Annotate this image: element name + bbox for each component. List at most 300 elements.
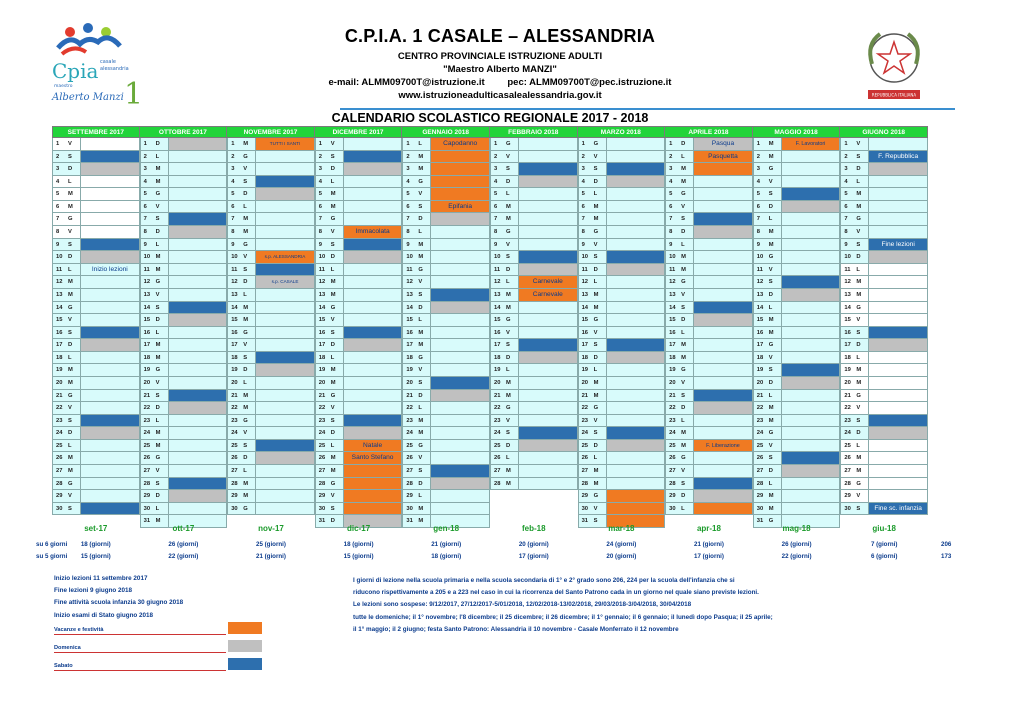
day-number: 8 xyxy=(578,226,592,239)
weekday-letter: M xyxy=(504,377,518,390)
weekday-letter: L xyxy=(66,176,80,189)
day-number: 11 xyxy=(227,264,241,277)
day-cell xyxy=(693,364,753,377)
weekday-letter: D xyxy=(767,201,781,214)
month-header: NOVEMBRE 2017 xyxy=(227,126,315,138)
day-cell: Carnevale xyxy=(518,276,578,289)
weekday-letter: S xyxy=(416,377,430,390)
day-row xyxy=(578,490,666,503)
day-number: 20 xyxy=(227,377,241,390)
day-cell: TUTTI I SANTI xyxy=(255,138,315,151)
day-cell xyxy=(693,377,753,390)
day-row xyxy=(315,188,403,201)
day-cell xyxy=(168,352,228,365)
day-row xyxy=(665,314,753,327)
day-number: 18 xyxy=(227,352,241,365)
day-cell xyxy=(343,339,403,352)
day-row xyxy=(402,503,490,516)
six-day-count: 7 (giorni) xyxy=(870,541,898,548)
day-row xyxy=(578,314,666,327)
day-number: 11 xyxy=(840,264,854,277)
day-row xyxy=(315,289,403,302)
day-number: 18 xyxy=(840,352,854,365)
day-number: 23 xyxy=(227,415,241,428)
day-number: 11 xyxy=(140,264,154,277)
day-row xyxy=(753,264,841,277)
weekday-letter: M xyxy=(854,377,868,390)
day-cell xyxy=(781,302,841,315)
six-day-total: 206 xyxy=(941,541,952,548)
day-number: 8 xyxy=(490,226,504,239)
weekday-letter: S xyxy=(416,201,430,214)
day-cell xyxy=(606,302,666,315)
day-number: 17 xyxy=(490,339,504,352)
day-cell xyxy=(868,276,928,289)
day-cell xyxy=(255,289,315,302)
day-cell xyxy=(168,490,228,503)
day-row xyxy=(753,176,841,189)
day-number: 30 xyxy=(840,503,854,516)
day-row xyxy=(402,339,490,352)
day-row xyxy=(315,314,403,327)
weekday-letter: M xyxy=(504,465,518,478)
day-number: 10 xyxy=(140,251,154,264)
day-cell xyxy=(868,176,928,189)
weekday-letter: M xyxy=(241,226,255,239)
day-cell xyxy=(430,440,490,453)
day-row xyxy=(315,226,403,239)
day-number: 18 xyxy=(578,352,592,365)
day-row xyxy=(753,239,841,252)
website-link[interactable]: www.istruzioneadulticasalealessandria.gov.it xyxy=(398,90,602,101)
day-number: 19 xyxy=(840,364,854,377)
day-number: 13 xyxy=(402,289,416,302)
day-cell xyxy=(606,415,666,428)
weekday-letter: S xyxy=(241,352,255,365)
day-row xyxy=(578,440,666,453)
day-number: 2 xyxy=(753,151,767,164)
day-row xyxy=(753,188,841,201)
day-cell xyxy=(80,478,140,491)
day-number: 22 xyxy=(490,402,504,415)
day-cell xyxy=(518,201,578,214)
weekday-letter: M xyxy=(504,302,518,315)
weekday-letter: V xyxy=(679,289,693,302)
day-number: 5 xyxy=(665,188,679,201)
day-number: 8 xyxy=(840,226,854,239)
weekday-letter: D xyxy=(416,390,430,403)
calendar-title: CALENDARIO SCOLASTICO REGIONALE 2017 - 2018 xyxy=(331,111,649,125)
day-row xyxy=(402,188,490,201)
day-cell xyxy=(868,226,928,239)
day-number: 25 xyxy=(665,440,679,453)
five-day-count: 22 (giorni) xyxy=(168,553,199,560)
day-number: 17 xyxy=(753,339,767,352)
day-row xyxy=(665,213,753,226)
day-cell xyxy=(80,415,140,428)
legend-label-holidays: Vacanze e festività xyxy=(54,627,104,633)
day-row xyxy=(753,327,841,340)
day-number: 26 xyxy=(315,452,329,465)
day-row xyxy=(490,289,578,302)
day-row xyxy=(227,226,315,239)
weekday-letter: V xyxy=(504,415,518,428)
day-number: 4 xyxy=(227,176,241,189)
weekday-letter: L xyxy=(416,138,430,151)
weekday-letter: D xyxy=(767,377,781,390)
day-cell xyxy=(781,176,841,189)
day-cell xyxy=(80,289,140,302)
day-row xyxy=(140,503,228,516)
day-cell xyxy=(781,276,841,289)
weekday-letter: V xyxy=(504,239,518,252)
five-day-count: 17 (giorni) xyxy=(518,553,549,560)
day-cell xyxy=(781,390,841,403)
weekday-letter: G xyxy=(241,151,255,164)
day-cell xyxy=(868,264,928,277)
day-row xyxy=(402,289,490,302)
day-number: 17 xyxy=(52,339,66,352)
weekday-letter: L xyxy=(504,452,518,465)
day-number: 24 xyxy=(753,427,767,440)
day-row xyxy=(578,226,666,239)
month-header: APRILE 2018 xyxy=(665,126,753,138)
day-cell xyxy=(80,188,140,201)
weekday-letter: M xyxy=(416,339,430,352)
day-cell xyxy=(80,327,140,340)
day-number: 22 xyxy=(578,402,592,415)
day-number: 27 xyxy=(665,465,679,478)
day-cell xyxy=(606,289,666,302)
day-cell xyxy=(606,213,666,226)
day-cell xyxy=(606,276,666,289)
day-number: 2 xyxy=(52,151,66,164)
day-cell xyxy=(693,339,753,352)
day-number: 20 xyxy=(665,377,679,390)
day-number: 29 xyxy=(315,490,329,503)
day-row xyxy=(753,226,841,239)
weekday-letter: L xyxy=(154,239,168,252)
day-number: 2 xyxy=(227,151,241,164)
day-number: 9 xyxy=(140,239,154,252)
day-number: 10 xyxy=(665,251,679,264)
day-number: 2 xyxy=(315,151,329,164)
day-number: 15 xyxy=(753,314,767,327)
weekday-letter: D xyxy=(592,440,606,453)
day-row xyxy=(402,364,490,377)
day-row xyxy=(840,251,928,264)
day-cell xyxy=(781,239,841,252)
day-number: 16 xyxy=(840,327,854,340)
weekday-letter: V xyxy=(592,239,606,252)
day-number: 12 xyxy=(52,276,66,289)
day-row xyxy=(140,276,228,289)
day-cell xyxy=(781,478,841,491)
day-row xyxy=(490,478,578,491)
day-number: 21 xyxy=(840,390,854,403)
weekday-letter: G xyxy=(416,352,430,365)
weekday-letter: G xyxy=(154,364,168,377)
weekday-letter: M xyxy=(854,289,868,302)
weekday-letter: V xyxy=(416,276,430,289)
weekday-letter: V xyxy=(66,402,80,415)
weekday-letter: S xyxy=(329,239,343,252)
day-row xyxy=(402,452,490,465)
day-cell xyxy=(693,452,753,465)
day-row xyxy=(52,465,140,478)
weekday-letter: G xyxy=(854,302,868,315)
empty-day-row xyxy=(490,490,578,503)
day-cell xyxy=(693,490,753,503)
day-cell xyxy=(80,201,140,214)
weekday-letter: S xyxy=(154,302,168,315)
day-row xyxy=(140,427,228,440)
day-cell xyxy=(255,415,315,428)
day-number: 2 xyxy=(840,151,854,164)
day-cell xyxy=(255,478,315,491)
month-header: MARZO 2018 xyxy=(578,126,666,138)
day-cell xyxy=(255,352,315,365)
day-number: 12 xyxy=(140,276,154,289)
five-day-count: 18 (giorni) xyxy=(431,553,462,560)
weekday-letter: G xyxy=(767,163,781,176)
contact-line xyxy=(300,77,700,88)
day-number: 1 xyxy=(52,138,66,151)
weekday-letter: M xyxy=(154,515,168,528)
day-row xyxy=(315,440,403,453)
day-row xyxy=(840,364,928,377)
weekday-letter: M xyxy=(504,201,518,214)
day-number: 23 xyxy=(840,415,854,428)
weekday-letter: M xyxy=(66,289,80,302)
day-cell xyxy=(781,452,841,465)
day-row xyxy=(227,339,315,352)
day-row xyxy=(840,226,928,239)
day-row xyxy=(490,176,578,189)
day-number: 16 xyxy=(490,327,504,340)
day-number: 7 xyxy=(490,213,504,226)
day-row xyxy=(315,427,403,440)
day-cell xyxy=(693,415,753,428)
day-cell xyxy=(518,390,578,403)
day-row xyxy=(52,390,140,403)
day-cell xyxy=(430,251,490,264)
day-cell xyxy=(255,226,315,239)
day-cell xyxy=(781,415,841,428)
day-number: 8 xyxy=(665,226,679,239)
weekday-letter: L xyxy=(154,415,168,428)
weekday-letter: D xyxy=(154,314,168,327)
month-column xyxy=(315,138,403,528)
day-row xyxy=(52,490,140,503)
day-row xyxy=(140,490,228,503)
day-number: 11 xyxy=(665,264,679,277)
day-number: 13 xyxy=(578,289,592,302)
day-row xyxy=(315,151,403,164)
day-number: 1 xyxy=(490,138,504,151)
day-number: 6 xyxy=(402,201,416,214)
day-cell xyxy=(255,427,315,440)
day-row xyxy=(227,213,315,226)
day-row xyxy=(52,440,140,453)
email-link[interactable]: e-mail: ALMM09700T@istruzione.it xyxy=(328,77,485,88)
day-cell xyxy=(343,163,403,176)
day-cell xyxy=(781,339,841,352)
day-cell xyxy=(430,465,490,478)
day-cell xyxy=(343,314,403,327)
day-row xyxy=(840,339,928,352)
day-number: 19 xyxy=(665,364,679,377)
day-row xyxy=(665,239,753,252)
day-row xyxy=(227,390,315,403)
day-number: 17 xyxy=(402,339,416,352)
day-row xyxy=(52,339,140,352)
month-header: DICEMBRE 2017 xyxy=(315,126,403,138)
day-cell xyxy=(168,151,228,164)
weekday-letter: G xyxy=(241,503,255,516)
weekday-letter: M xyxy=(592,390,606,403)
day-cell xyxy=(343,239,403,252)
day-cell xyxy=(693,427,753,440)
weekday-letter: M xyxy=(416,515,430,528)
day-row xyxy=(315,490,403,503)
weekday-letter: L xyxy=(66,352,80,365)
day-cell xyxy=(868,427,928,440)
day-cell xyxy=(518,452,578,465)
day-row xyxy=(665,201,753,214)
day-cell: Natale xyxy=(343,440,403,453)
day-row xyxy=(490,440,578,453)
day-cell xyxy=(781,352,841,365)
day-row xyxy=(52,503,140,516)
day-number: 24 xyxy=(227,427,241,440)
day-cell xyxy=(343,465,403,478)
weekday-letter: M xyxy=(592,302,606,315)
day-number: 22 xyxy=(140,402,154,415)
weekday-letter: M xyxy=(504,289,518,302)
day-cell xyxy=(80,452,140,465)
day-cell xyxy=(430,427,490,440)
weekday-letter: D xyxy=(592,352,606,365)
weekday-letter: V xyxy=(416,364,430,377)
month-footer-label: apr-18 xyxy=(696,524,721,533)
weekday-letter: D xyxy=(592,264,606,277)
day-cell xyxy=(606,176,666,189)
day-number: 16 xyxy=(52,327,66,340)
day-cell xyxy=(168,302,228,315)
day-row xyxy=(753,390,841,403)
day-row xyxy=(52,364,140,377)
day-row xyxy=(315,201,403,214)
weekday-letter: M xyxy=(767,327,781,340)
weekday-letter: M xyxy=(241,314,255,327)
day-number: 2 xyxy=(140,151,154,164)
day-cell xyxy=(255,490,315,503)
weekday-letter: M xyxy=(767,415,781,428)
day-cell xyxy=(693,239,753,252)
pec-link[interactable]: pec: ALMM09700T@pec.istruzione.it xyxy=(507,77,672,88)
day-row xyxy=(578,465,666,478)
weekday-letter: D xyxy=(66,427,80,440)
weekday-letter: D xyxy=(504,176,518,189)
day-row xyxy=(578,352,666,365)
legend-swatch-saturday xyxy=(228,658,262,670)
day-cell xyxy=(343,213,403,226)
day-row xyxy=(840,427,928,440)
weekday-letter: G xyxy=(679,364,693,377)
month-column xyxy=(840,138,928,528)
day-cell xyxy=(255,452,315,465)
day-number: 7 xyxy=(840,213,854,226)
weekday-letter: M xyxy=(154,264,168,277)
day-row xyxy=(665,226,753,239)
day-number: 23 xyxy=(402,415,416,428)
day-number: 30 xyxy=(665,503,679,516)
day-number: 4 xyxy=(490,176,504,189)
day-row xyxy=(140,239,228,252)
day-cell xyxy=(343,251,403,264)
day-cell xyxy=(80,314,140,327)
day-row xyxy=(315,478,403,491)
day-cell xyxy=(868,213,928,226)
day-row xyxy=(402,176,490,189)
weekday-letter: L xyxy=(329,176,343,189)
day-number: 13 xyxy=(665,289,679,302)
weekday-letter: D xyxy=(416,302,430,315)
day-number: 28 xyxy=(315,478,329,491)
day-row xyxy=(315,352,403,365)
day-row xyxy=(402,478,490,491)
day-number: 8 xyxy=(753,226,767,239)
day-cell xyxy=(868,289,928,302)
weekday-letter: V xyxy=(767,352,781,365)
day-number: 2 xyxy=(490,151,504,164)
day-cell xyxy=(518,151,578,164)
day-number: 29 xyxy=(402,490,416,503)
day-row xyxy=(140,415,228,428)
legend-info xyxy=(54,575,183,624)
day-row xyxy=(52,314,140,327)
day-number: 28 xyxy=(52,478,66,491)
day-cell xyxy=(255,176,315,189)
day-cell xyxy=(80,239,140,252)
day-cell xyxy=(168,213,228,226)
day-row xyxy=(315,264,403,277)
weekday-letter: V xyxy=(329,490,343,503)
day-row xyxy=(578,452,666,465)
day-number: 22 xyxy=(315,402,329,415)
day-number: 6 xyxy=(140,201,154,214)
day-cell xyxy=(430,239,490,252)
day-cell xyxy=(430,452,490,465)
day-number: 8 xyxy=(140,226,154,239)
day-row xyxy=(490,276,578,289)
day-row xyxy=(402,302,490,315)
day-cell xyxy=(430,339,490,352)
day-row xyxy=(578,176,666,189)
weekday-letter: L xyxy=(767,390,781,403)
day-cell xyxy=(255,188,315,201)
day-cell xyxy=(255,364,315,377)
day-number: 25 xyxy=(140,440,154,453)
day-cell xyxy=(255,163,315,176)
day-number: 10 xyxy=(840,251,854,264)
weekday-letter: D xyxy=(679,314,693,327)
day-cell xyxy=(606,352,666,365)
day-row xyxy=(140,302,228,315)
six-day-count: 21 (giorni) xyxy=(694,541,724,548)
day-row xyxy=(753,364,841,377)
